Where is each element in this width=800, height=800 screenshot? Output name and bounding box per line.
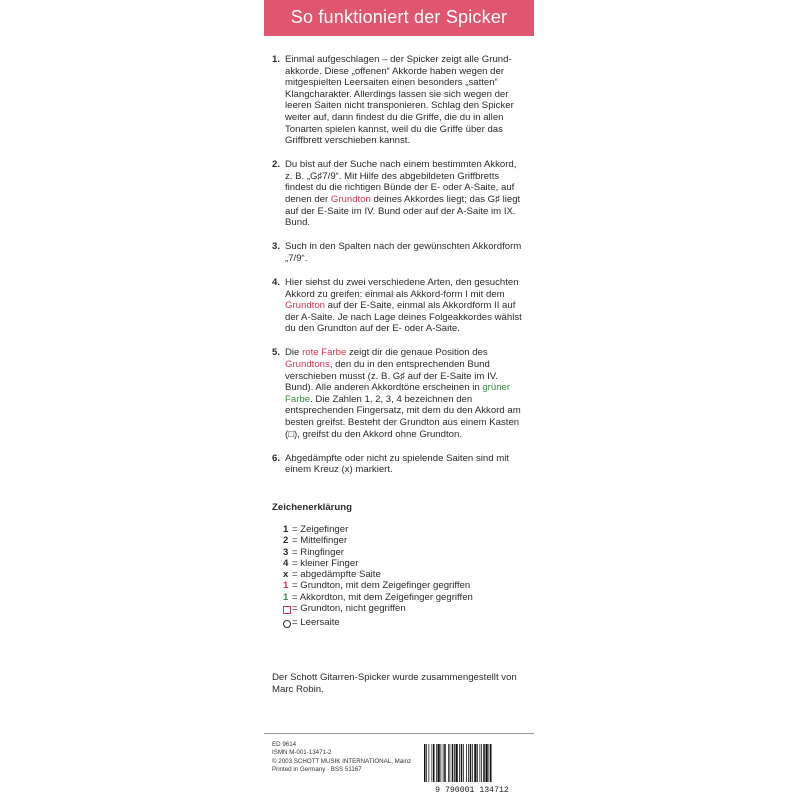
step-text-part: Die — [285, 347, 303, 359]
legend-item — [283, 558, 483, 569]
step-number: 1. — [272, 54, 281, 65]
imprint-line: ISMN M-001-13471-2 — [272, 749, 332, 757]
legend-text: = kleiner Finger — [292, 557, 359, 569]
barcode-bar — [436, 744, 437, 782]
barcode-digits: 9 790001 134712 — [435, 786, 509, 794]
empty-root-square-icon — [283, 603, 292, 617]
legend-text: = Zeigefinger — [292, 524, 349, 535]
barcode-bar — [433, 744, 435, 782]
divider — [264, 733, 534, 734]
legend-text: = Ringfinger — [292, 546, 344, 558]
barcode-bar — [456, 744, 458, 782]
step-item — [272, 54, 522, 147]
barcode-bar — [477, 744, 478, 782]
legend-symbol: 1 — [283, 591, 289, 603]
step-text — [285, 241, 522, 264]
barcode-bar — [466, 744, 467, 782]
step-number: 3. — [272, 241, 281, 253]
barcode-bar — [468, 744, 469, 782]
step-text-part: zeigt dir die genaue Position des — [346, 347, 488, 359]
legend-item — [283, 603, 483, 617]
barcode-bar — [480, 744, 481, 782]
step-number: 6. — [272, 452, 281, 464]
square-icon — [283, 606, 291, 614]
step-text — [285, 159, 522, 229]
barcode-bar — [472, 744, 473, 782]
imprint — [272, 741, 411, 774]
barcode-bar — [441, 744, 442, 782]
legend-item — [283, 569, 483, 580]
barcode-bar — [429, 744, 430, 782]
legend-item — [283, 535, 483, 546]
step-text-part: Hier siehst du zwei verschiedene Arten, den gesuchten Akkord zu greifen: einmal als Akkord-form I mit dem — [285, 277, 519, 300]
step-number: 4. — [272, 277, 281, 288]
barcode-bar — [489, 744, 490, 782]
open-string-circle-icon — [283, 617, 292, 631]
page-title: So funktioniert der Spicker — [290, 7, 508, 27]
step-text-part: . Die Zahlen 1, 2, 3, 4 bezeichnen den entsprechenden Fingersatz, mit dem du den Akkord am besten greifst. Besteht der Grundton aus einem Kasten (□), greifst du den Akkord ohne Grundton. — [285, 393, 521, 440]
step-text-part: auf der E-Saite, einmal als Akkordform II auf der A-Saite. Je nach Lage deines Folgeakkordes wählst du den Grundton auf der E- oder A-Saite. — [285, 300, 522, 335]
barcode-bar — [426, 744, 427, 782]
step-item — [272, 277, 522, 335]
step-item — [272, 347, 522, 440]
legend-text: = abgedämpfte Saite — [292, 569, 381, 581]
barcode-bar — [450, 744, 451, 782]
step-text — [285, 453, 522, 476]
barcode-bar — [490, 744, 492, 782]
legend-symbol: 2 — [283, 535, 289, 547]
instruction-steps — [272, 54, 522, 488]
step-text — [285, 54, 522, 147]
legend-item — [283, 617, 483, 631]
barcode-bar — [454, 744, 455, 782]
legend-text: = Mittelfinger — [292, 535, 348, 547]
legend-text: = Akkordton, mit dem Zeigefinger gegriffen — [292, 591, 473, 603]
step-text-part: Such in den Spalten nach der gewünschten Akkordform „7/9“. — [285, 241, 522, 264]
legend-list — [283, 524, 483, 632]
step-text-part: Einmal aufgeschlagen – der Spicker zeigt alle Grund-akkorde. Diese „offenen“ Akkorde haben wegen der mitgespielten Leersaiten einen besonders „satten“ Klangcharakter. Allerdings lassen sie sich wegen der leeren Saiten nicht transponieren. Schlag den Spicker weiter auf, dann findest du die Griffe, die du in allen Tonarten spielen kannst, weil du die Griffe über das Griffbrett verschieben kannst. — [285, 54, 514, 147]
barcode-bars — [424, 744, 492, 782]
step-number: 2. — [272, 159, 281, 171]
barcode-bar — [461, 744, 463, 782]
step-text — [285, 277, 522, 335]
barcode-bar — [444, 744, 446, 782]
root-highlight: Grundton — [330, 194, 371, 206]
barcode-bar — [459, 744, 460, 782]
chord-tone-highlight: grüner Farbe — [285, 382, 511, 405]
imprint-line: ED 9614 — [272, 741, 297, 748]
imprint-line: Printed in Germany · BSS 51167 — [272, 765, 362, 773]
barcode-bar — [443, 744, 444, 782]
step-text-part: Du bist auf der Suche nach einem bestimmten Akkord, z. B. „G♯7/9“. Mit Hilfe des abgebildeten Griffbretts findest du die richtigen Bünde der E- oder A-Saite, auf denen der — [285, 159, 517, 206]
barcode-bar — [448, 744, 449, 782]
step-text — [285, 347, 522, 440]
barcode — [418, 744, 526, 794]
legend-item — [283, 547, 483, 558]
root-highlight: rote Farbe — [302, 347, 347, 359]
root-highlight: Grundton — [285, 300, 326, 312]
step-item — [272, 241, 522, 264]
barcode-bar — [438, 744, 440, 782]
page-header — [264, 0, 534, 36]
imprint-line: © 2003 SCHOTT MUSIK INTERNATIONAL, Mainz — [272, 757, 412, 765]
legend-symbol: 1 — [283, 580, 289, 592]
legend-symbol: 3 — [283, 546, 289, 558]
barcode-bar — [470, 744, 472, 782]
legend-symbol: x — [283, 569, 289, 581]
barcode-bar — [481, 744, 482, 782]
step-text-part: Abgedämpfte oder nicht zu spielende Saiten sind mit einem Kreuz (x) markiert. — [285, 452, 509, 476]
step-item — [272, 453, 522, 476]
legend-symbol: 4 — [283, 557, 289, 569]
legend-text: = Leersaite — [292, 617, 340, 629]
legend-title: Zeichenerklärung — [272, 502, 352, 513]
credit-text: Der Schott Gitarren-Spicker wurde zusammengestellt von Marc Robin. — [272, 672, 517, 695]
barcode-bar — [483, 744, 485, 782]
barcode-bar — [424, 744, 426, 782]
legend-item — [283, 524, 483, 535]
legend-text: = Grundton, mit dem Zeigefinger gegriffen — [292, 580, 471, 592]
barcode-bar — [452, 744, 454, 782]
step-text-part: , den du in den entsprechenden Bund verschieben musst (z. B. G♯ auf der E-Saite im IV. Bund). Alle anderen Akkordtöne erscheinen in — [285, 359, 498, 394]
circle-icon — [283, 620, 291, 628]
barcode-bar — [432, 744, 433, 782]
legend-symbol: 1 — [283, 524, 289, 535]
step-number: 5. — [272, 347, 281, 359]
barcode-bar — [463, 744, 464, 782]
step-item — [272, 159, 522, 229]
root-highlight: Grundtons — [285, 359, 330, 371]
barcode-bar — [486, 744, 488, 782]
legend-text: = Grundton, nicht gegriffen — [292, 603, 406, 615]
legend-item — [283, 580, 483, 591]
step-text-part: deines Akkordes liegt; das G♯ liegt auf der E-Saite im IV. Bund oder auf der A-Saite im IX. Bund. — [285, 194, 521, 229]
barcode-bar — [474, 744, 476, 782]
legend-item — [283, 592, 483, 603]
